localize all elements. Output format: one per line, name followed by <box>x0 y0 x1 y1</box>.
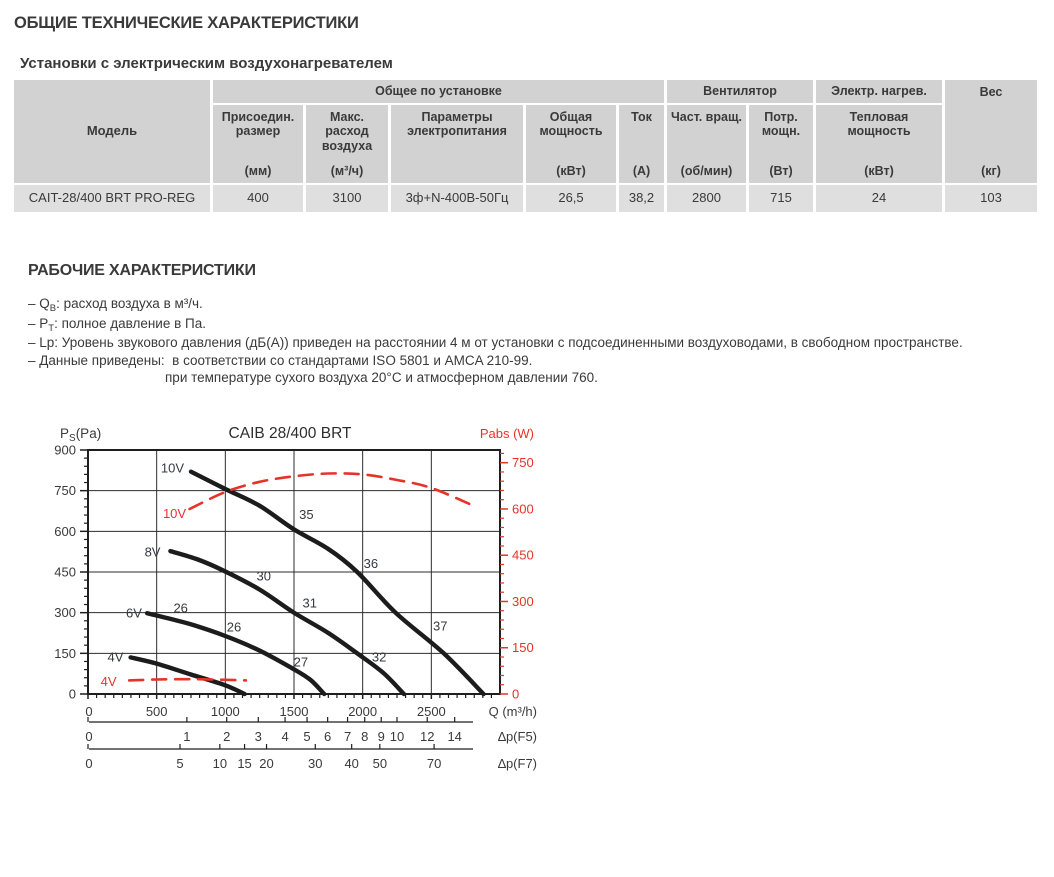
table-cell: 24 <box>816 185 942 212</box>
note-text: при температуре сухого воздуха 20°C и атмосферном давлении 760. <box>165 370 598 385</box>
f5_axis-tick-label: 9 <box>377 729 385 744</box>
curve-label-8V: 8V <box>144 544 161 560</box>
y-left-tick-label: 900 <box>54 442 76 458</box>
note-text: – Данные приведены: в соответствии со стандартами ISO 5801 и AMCA 210-99. <box>28 352 533 368</box>
weight-unit: (кг) <box>981 163 1001 178</box>
col-name: Макс. расход воздуха <box>321 110 373 153</box>
y-left-tick-label: 300 <box>54 605 76 621</box>
x-tick-label: 1500 <box>279 704 309 719</box>
noise-level-label: 35 <box>299 507 314 523</box>
note-line <box>165 369 963 387</box>
f5_axis-tick-label: 1 <box>183 729 191 744</box>
x-axis-label: Q (m³/h) <box>488 704 537 719</box>
series-10V-Pa <box>191 472 484 694</box>
table-cell: 38,2 <box>619 185 664 212</box>
y-right-tick-label: 450 <box>512 547 534 563</box>
table-col-header <box>667 105 746 183</box>
col-unit: (кВт) <box>556 163 586 178</box>
table-cell: 3ф+N-400В-50Гц <box>391 185 523 212</box>
f7_axis-tick-label: 40 <box>344 756 359 771</box>
x-tick-label: 500 <box>145 704 168 719</box>
f5_axis-tick-label: 2 <box>223 729 231 744</box>
y-left-tick-label: 600 <box>54 523 76 539</box>
page-title: ОБЩИЕ ТЕХНИЧЕСКИЕ ХАРАКТЕРИСТИКИ <box>14 14 359 32</box>
table-cell: 400 <box>213 185 303 212</box>
table-col-header <box>391 105 523 183</box>
curve-label-6V: 6V <box>126 605 142 621</box>
y-right-tick-label: 750 <box>512 455 534 471</box>
y-left-tick-label: 150 <box>54 645 76 661</box>
noise-level-label: 26 <box>226 619 242 635</box>
f7_axis-tick-label: 5 <box>176 756 184 771</box>
y-left-tick-label: 450 <box>54 564 76 580</box>
col-name: Част. вращ. <box>671 110 742 124</box>
curve-label-4V: 4V <box>107 649 124 665</box>
col-name: Потр. мощн. <box>761 110 801 139</box>
note-line <box>28 295 963 315</box>
f7_axis-tick-label: 20 <box>259 756 274 771</box>
f7_axis-tick-label: 70 <box>426 756 442 771</box>
f5_axis-tick-label: 8 <box>361 729 369 744</box>
x-tick-label: 2500 <box>416 704 446 719</box>
series-8V-Pa <box>170 551 404 694</box>
noise-level-label: 27 <box>293 654 309 670</box>
f7_axis-tick-label: 15 <box>237 756 252 771</box>
note-line <box>28 334 963 352</box>
f5_axis-tick-label: 14 <box>447 729 462 744</box>
series-4V-Pa <box>131 657 245 694</box>
f7_axis-tick-label: 30 <box>308 756 323 771</box>
model-cell: CAIT-28/400 BRT PRO-REG <box>14 185 210 212</box>
note-line <box>28 352 963 370</box>
note-text: – Lp: Уровень звукового давления (дБ(А)) приведен на расстоянии 4 м от установки с подсоединенными воздуховодами, в свободном пространстве. <box>28 335 963 350</box>
curve-label-10V: 10V <box>160 460 185 476</box>
f5_axis-label: ∆p(F5) <box>497 729 537 744</box>
y-left-tick-label: 0 <box>68 686 76 702</box>
performance-section-title: РАБОЧИЕ ХАРАКТЕРИСТИКИ <box>28 262 256 279</box>
y-right-tick-label: 0 <box>512 686 520 702</box>
col-name: Присоедин. размер <box>221 110 295 139</box>
weight-label: Вес <box>979 85 1003 99</box>
spec-table <box>14 80 1037 212</box>
col-name: Параметры электропитания <box>407 110 507 139</box>
y-right-tick-label: 300 <box>512 593 534 609</box>
col-unit: (об/мин) <box>680 163 733 178</box>
fan-curve-chart <box>40 418 555 785</box>
f5_axis-tick-label: 4 <box>281 729 289 744</box>
noise-level-label: 26 <box>173 600 188 616</box>
noise-level-label: 37 <box>433 618 448 634</box>
table-cell: 715 <box>749 185 813 212</box>
col-unit: (кВт) <box>864 163 894 178</box>
table-group-header: Вентилятор <box>667 80 813 103</box>
f5_axis-tick-label: 7 <box>343 729 352 744</box>
x-tick-label: 0 <box>85 704 93 719</box>
col-unit: (м³/ч) <box>330 163 364 178</box>
curve-label-4V: 4V <box>100 674 117 690</box>
note-subscript: Т <box>48 322 55 334</box>
f7_axis-tick-label: 10 <box>212 756 228 771</box>
y-right-tick-label: 150 <box>512 640 534 656</box>
table-cell: 2800 <box>667 185 746 212</box>
f5_axis-tick-label: 6 <box>324 729 332 744</box>
note-text: – P <box>28 315 49 331</box>
series-4V-W <box>129 679 246 680</box>
table-col-header <box>619 105 664 183</box>
table-col-header <box>749 105 813 183</box>
f5_axis-tick-label: 12 <box>419 729 435 744</box>
note-line <box>28 315 963 335</box>
y-right-axis-label: Pabs (W) <box>479 426 534 441</box>
performance-chart <box>40 418 555 785</box>
x-tick-label: 2000 <box>348 704 378 719</box>
model-column-header: Модель <box>14 80 210 183</box>
f7_axis-label: ∆p(F7) <box>497 756 537 771</box>
chart-title: CAIB 28/400 BRT <box>228 425 352 442</box>
noise-level-label: 30 <box>256 568 272 584</box>
col-unit: (мм) <box>244 163 272 178</box>
f5_axis-tick-label: 0 <box>85 729 93 744</box>
table-cell: 3100 <box>306 185 388 212</box>
x-tick-label: 1000 <box>210 704 240 719</box>
f7_axis-tick-label: 0 <box>85 756 93 771</box>
f5_axis-tick-label: 5 <box>303 729 311 744</box>
weight-column-header <box>945 80 1037 183</box>
noise-level-label: 31 <box>302 595 318 611</box>
y-left-axis-label: $P_S(Pa)$ <box>60 426 102 444</box>
table-col-header <box>526 105 616 183</box>
note-text: : расход воздуха в м³/ч. <box>56 296 203 311</box>
col-name: Ток <box>631 110 652 124</box>
note-text: : полное давление в Па. <box>54 315 206 331</box>
note-subscript: В <box>49 303 57 314</box>
notes-list <box>28 295 963 387</box>
col-unit: (А) <box>632 163 651 178</box>
col-unit: (Вт) <box>769 163 793 178</box>
col-name: Тепловая мощность <box>847 110 911 139</box>
table-col-header <box>213 105 303 183</box>
f5_axis-tick-label: 3 <box>254 729 262 744</box>
table-group-header: Электр. нагрев. <box>816 80 942 103</box>
curve-label-10V: 10V <box>162 506 187 522</box>
table-col-header <box>816 105 942 183</box>
note-text: – Q <box>28 296 50 311</box>
noise-level-label: 36 <box>363 555 379 571</box>
y-right-tick-label: 600 <box>512 501 534 517</box>
table-cell: 26,5 <box>526 185 616 212</box>
noise-level-label: 32 <box>371 649 387 665</box>
f5_axis-tick-label: 10 <box>389 729 405 744</box>
y-left-tick-label: 750 <box>54 483 76 499</box>
f7_axis-tick-label: 50 <box>372 756 388 771</box>
col-name: Общая мощность <box>539 110 603 139</box>
table-cell: 103 <box>945 185 1037 212</box>
table-section-title: Установки с электрическим воздухонагревателем <box>20 55 393 72</box>
table-group-header: Общее по установке <box>213 80 664 103</box>
table-col-header <box>306 105 388 183</box>
